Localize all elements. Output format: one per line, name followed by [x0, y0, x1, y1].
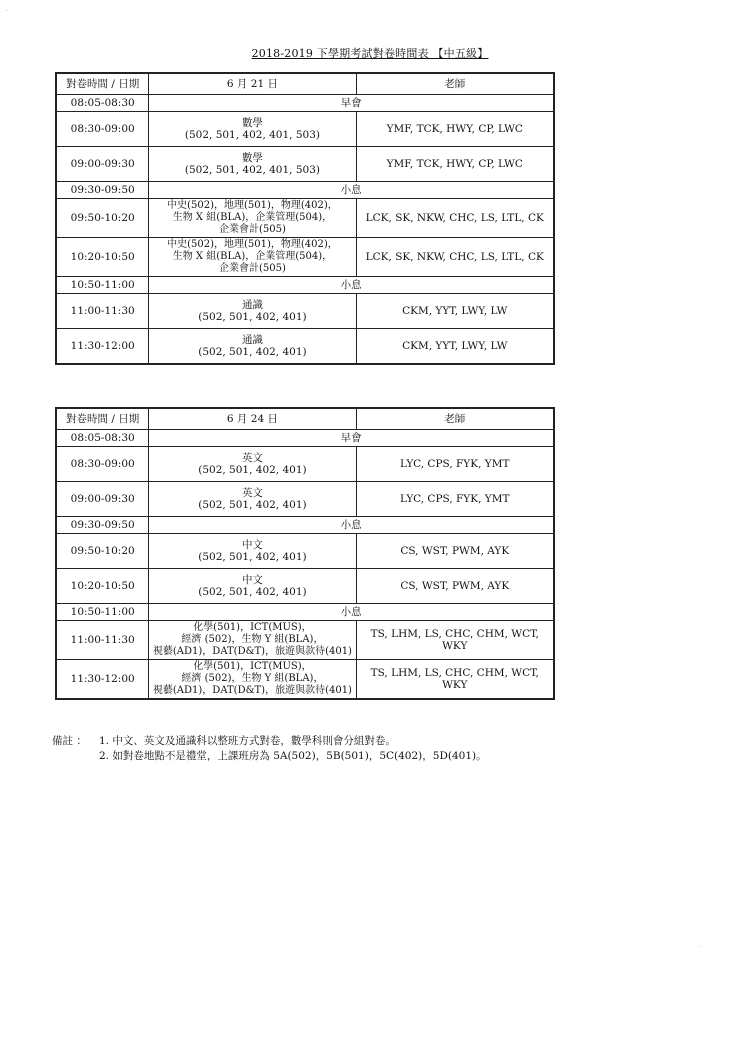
- teacher-cell: TS, LHM, LS, CHC, CHM, WCT, WKY: [356, 621, 554, 660]
- subject-cell: [149, 621, 356, 660]
- subject-cell: [149, 482, 356, 517]
- notes-label: 備註 ：: [52, 735, 87, 747]
- teacher-cell: CKM, YYT, LWY, LW: [356, 329, 554, 365]
- teacher-cell: TS, LHM, LS, CHC, CHM, WCT, WKY: [356, 660, 554, 700]
- subject-line: 英文: [241, 487, 263, 499]
- scan-mark: ·: [6, 8, 8, 15]
- scan-mark: ·: [700, 944, 702, 951]
- break-label: [149, 430, 554, 447]
- subject-line: 經濟 (502)，生物 Y 組(BLA)，: [181, 673, 324, 684]
- subject-line: (502, 501, 402, 401): [198, 311, 307, 323]
- subject-line: 數學: [241, 152, 263, 164]
- subject-line: 生物 X 組(BLA)，企業管理(504)，: [172, 251, 333, 262]
- table-row: [56, 238, 554, 277]
- table-body-day1: [56, 95, 554, 365]
- time-cell: 08:05-08:30: [56, 95, 149, 112]
- subject-cell: [149, 112, 356, 147]
- time-cell: 09:00-09:30: [56, 147, 149, 182]
- subject-line: 化學(501)，ICT(MUS)，: [193, 622, 312, 633]
- table-row: [56, 482, 554, 517]
- teacher-cell: LCK, SK, NKW, CHC, LS, LTL, CK: [356, 238, 554, 277]
- header-time-date: 對卷時間 / 日期: [56, 408, 149, 430]
- page-title: 2018-2019 下學期考試對卷時間表 【中五級】: [251, 47, 489, 60]
- subject-cell: [149, 147, 356, 182]
- subject-cell: [149, 447, 356, 482]
- teacher-cell: CS, WST, PWM, AYK: [356, 569, 554, 604]
- subject-line: 企業會計(505): [218, 224, 286, 235]
- time-cell: 09:50-10:20: [56, 534, 149, 569]
- subject-cell: [149, 329, 356, 365]
- schedule-table-day2: [55, 407, 555, 700]
- time-cell: 11:30-12:00: [56, 329, 149, 365]
- table-row: [56, 112, 554, 147]
- time-cell: 10:20-10:50: [56, 238, 149, 277]
- subject-line: 數學: [241, 117, 263, 129]
- teacher-cell: LYC, CPS, FYK, YMT: [356, 482, 554, 517]
- break-text: 小息: [340, 279, 362, 291]
- subject-line: (502, 501, 402, 401): [198, 464, 307, 476]
- break-text: 小息: [340, 606, 362, 618]
- break-row: [56, 517, 554, 534]
- time-cell: 11:00-11:30: [56, 294, 149, 329]
- time-cell: 10:50-11:00: [56, 277, 149, 294]
- break-row: [56, 277, 554, 294]
- table-row: [56, 660, 554, 700]
- time-cell: 10:20-10:50: [56, 569, 149, 604]
- table-row: [56, 621, 554, 660]
- header-time-date: 對卷時間 / 日期: [56, 73, 149, 95]
- break-text: 小息: [340, 184, 362, 196]
- table-row: [56, 569, 554, 604]
- subject-line: 通識: [241, 334, 263, 346]
- subject-line: 生物 X 組(BLA)，企業管理(504)，: [172, 212, 333, 223]
- subject-line: (502, 501, 402, 401): [198, 499, 307, 511]
- teacher-cell: LYC, CPS, FYK, YMT: [356, 447, 554, 482]
- time-cell: 11:30-12:00: [56, 660, 149, 700]
- subject-line: (502, 501, 402, 401, 503): [184, 129, 320, 141]
- time-cell: 09:00-09:30: [56, 482, 149, 517]
- note-item: 2. 如對卷地點不是禮堂，上課班房為 5A(502)，5B(501)，5C(402)，5D(401)。: [99, 750, 487, 762]
- subject-line: 視藝(AD1)，DAT(D&T)，旅遊與款待(401): [152, 685, 352, 696]
- subject-line: 經濟 (502)，生物 Y 組(BLA)，: [181, 634, 324, 645]
- header-teacher: 老師: [356, 73, 554, 95]
- subject-line: 英文: [241, 452, 263, 464]
- subject-cell: [149, 238, 356, 277]
- header-date: 6 月 21 日: [149, 73, 356, 95]
- time-cell: 11:00-11:30: [56, 621, 149, 660]
- subject-line: 通識: [241, 299, 263, 311]
- break-label: [149, 517, 554, 534]
- break-label: [149, 182, 554, 199]
- table-header-row: [56, 408, 554, 430]
- teacher-cell: YMF, TCK, HWY, CP, LWC: [356, 112, 554, 147]
- subject-line: 中史(502)，地理(501)，物理(402)，: [167, 239, 338, 250]
- break-text: 早會: [340, 97, 362, 109]
- table-header-row: [56, 73, 554, 95]
- time-cell: 08:30-09:00: [56, 112, 149, 147]
- break-label: [149, 95, 554, 112]
- subject-line: 企業會計(505): [218, 263, 286, 274]
- subject-line: 視藝(AD1)，DAT(D&T)，旅遊與款待(401): [152, 646, 352, 657]
- table-body-day2: [56, 430, 554, 700]
- break-text: 早會: [340, 432, 362, 444]
- table-row: [56, 147, 554, 182]
- schedule-table-day1: [55, 72, 555, 365]
- break-row: [56, 604, 554, 621]
- time-cell: 09:30-09:50: [56, 182, 149, 199]
- teacher-cell: LCK, SK, NKW, CHC, LS, LTL, CK: [356, 199, 554, 238]
- subject-line: 中文: [241, 574, 263, 586]
- break-label: [149, 604, 554, 621]
- break-label: [149, 277, 554, 294]
- notes-list: [99, 734, 487, 764]
- subject-line: (502, 501, 402, 401): [198, 346, 307, 358]
- break-row: [56, 430, 554, 447]
- break-row: [56, 95, 554, 112]
- subject-cell: [149, 294, 356, 329]
- teacher-cell: YMF, TCK, HWY, CP, LWC: [356, 147, 554, 182]
- header-teacher: 老師: [356, 408, 554, 430]
- subject-line: 中史(502)，地理(501)，物理(402)，: [167, 200, 338, 211]
- break-text: 小息: [340, 519, 362, 531]
- time-cell: 08:05-08:30: [56, 430, 149, 447]
- time-cell: 09:50-10:20: [56, 199, 149, 238]
- table-row: [56, 447, 554, 482]
- subject-line: 化學(501)，ICT(MUS)，: [193, 661, 312, 672]
- subject-line: (502, 501, 402, 401, 503): [184, 164, 320, 176]
- table-row: [56, 534, 554, 569]
- time-cell: 10:50-11:00: [56, 604, 149, 621]
- time-cell: 08:30-09:00: [56, 447, 149, 482]
- time-cell: 09:30-09:50: [56, 517, 149, 534]
- subject-line: (502, 501, 402, 401): [198, 551, 307, 563]
- subject-cell: [149, 569, 356, 604]
- table-row: [56, 329, 554, 365]
- table-row: [56, 294, 554, 329]
- subject-cell: [149, 660, 356, 700]
- subject-cell: [149, 534, 356, 569]
- subject-cell: [149, 199, 356, 238]
- header-date: 6 月 24 日: [149, 408, 356, 430]
- teacher-cell: CS, WST, PWM, AYK: [356, 534, 554, 569]
- teacher-cell: CKM, YYT, LWY, LW: [356, 294, 554, 329]
- subject-line: 中文: [241, 539, 263, 551]
- table-row: [56, 199, 554, 238]
- note-item: 1. 中文、英文及通識科以整班方式對卷，數學科則會分組對卷。: [99, 735, 396, 747]
- subject-line: (502, 501, 402, 401): [198, 586, 307, 598]
- break-row: [56, 182, 554, 199]
